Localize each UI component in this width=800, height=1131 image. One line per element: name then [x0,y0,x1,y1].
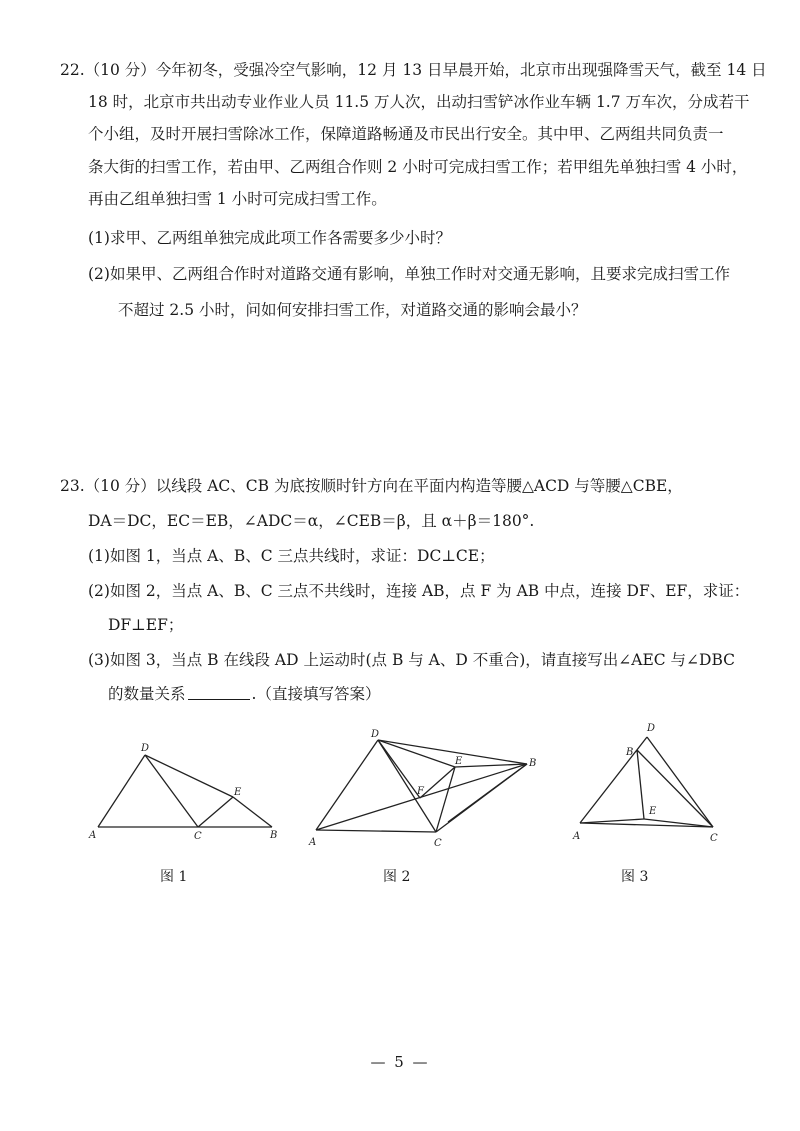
fig2-label-b: B [529,758,537,769]
fig3-segment-dc [647,737,713,827]
fig1-label-a: A [89,830,97,841]
fig2-label-e: E [455,756,463,767]
q23-part-1: (1)如图 1，当点 A、B、C 三点共线时，求证：DC⊥CE； [88,547,495,565]
fig3-segment-ae [580,819,644,823]
q23-part-3-prefix: 的数量关系 [108,685,186,703]
fig1-segment-de [145,755,233,797]
fig3-label-d: D [647,723,656,734]
fig2-segment-eb [455,764,527,767]
answer-blank[interactable] [188,685,250,700]
q23-line-2: DA＝DC，EC＝EB，∠ADC＝α，∠CEB＝β，且 α＋β＝180°. [88,512,535,530]
fig3-label-b: B [626,747,634,758]
fig2-extension-line [448,764,527,822]
figure-2-caption: 图 2 [383,869,411,885]
q23-part-3-line-1: (3)如图 3，当点 B 在线段 AD 上运动时(点 B 与 A、D 不重合)，请直接写出∠AEC 与∠DBC [88,651,736,669]
figure-1-caption: 图 1 [160,869,188,885]
fig1-segment-dc [145,755,198,827]
q23-part-2-line-2: DF⊥EF； [108,616,184,634]
fig2-segment-db [378,740,527,764]
fig2-segment-de [378,740,455,767]
q23-part-3-line-2 [108,684,380,704]
q22-part-2-line-1: (2)如果甲、乙两组合作时对道路交通有影响，单独工作时对交通无影响，且要求完成扫雪工作 [88,265,730,283]
fig2-segment-dc [378,740,436,832]
q22-line-1: 22.（10 分）今年初冬，受强冷空气影响，12 月 13 日早晨开始，北京市出现强降雪天气，截至 14 日 [60,61,767,79]
fig1-label-c: C [194,831,202,842]
fig1-label-e: E [234,787,242,798]
page-number: — 5 — [370,1053,430,1071]
fig2-segment-ac [316,830,436,832]
fig1-segment-eb [233,797,272,827]
fig2-segment-ef [420,767,455,798]
fig3-label-c: C [710,833,718,844]
fig3-label-a: A [573,831,581,842]
q22-part-1: (1)求甲、乙两组单独完成此项工作各需要多少小时？ [88,229,451,247]
q22-part-2-line-2: 不超过 2.5 小时，问如何安排扫雪工作，对道路交通的影响会最小？ [118,301,587,319]
fig2-segment-ce [436,767,455,832]
figure-3 [565,715,735,850]
q22-line-4: 条大街的扫雪工作，若由甲、乙两组合作则 2 小时可完成扫雪工作；若甲组先单独扫雪 4 小时， [88,158,748,176]
figure-1 [80,735,290,850]
fig2-label-a: A [309,837,317,848]
q23-line-1: 23.（10 分）以线段 AC、CB 为底按顺时针方向在平面内构造等腰△ACD 与等腰△CBE， [60,477,683,495]
figure-3-caption: 图 3 [621,869,649,885]
q22-line-5: 再由乙组单独扫雪 1 小时可完成扫雪工作。 [88,190,387,208]
fig2-label-f: F [417,786,424,797]
fig1-label-d: D [141,743,150,754]
fig3-segment-be [637,750,644,819]
fig3-segment-da [580,737,647,823]
fig2-segment-df [378,740,420,798]
q23-part-2-line-1: (2)如图 2，当点 A、B、C 三点不共线时，连接 AB，点 F 为 AB 中点，连接 DF、EF，求证： [88,582,750,600]
fig2-label-d: D [371,729,380,740]
figure-2 [300,722,550,852]
fig1-segment-ce [198,797,233,827]
q22-line-2: 18 时，北京市共出动专业作业人员 11.5 万人次，出动扫雪铲冰作业车辆 1.7 万车次，分成若干 [88,93,750,111]
q23-part-3-suffix: .（直接填写答案） [251,685,381,703]
fig1-segment-da [98,755,145,827]
fig3-label-e: E [649,806,657,817]
fig1-label-b: B [270,830,278,841]
fig2-segment-da [316,740,378,830]
q22-line-3: 个小组，及时开展扫雪除冰工作，保障道路畅通及市民出行安全。其中甲、乙两组共同负责一 [88,125,724,143]
fig2-label-c: C [434,838,442,849]
